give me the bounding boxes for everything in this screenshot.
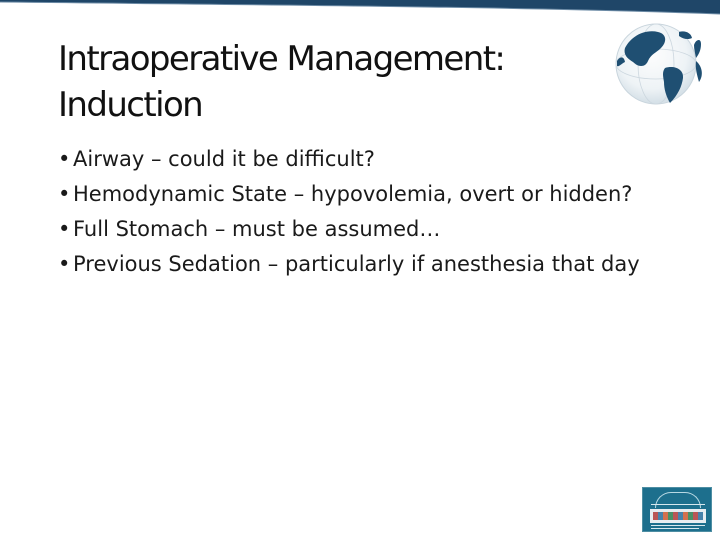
bullet-item-previous-sedation: • Previous Sedation – particularly if anesthesia that day xyxy=(58,251,658,278)
slide-title: Intraoperative Management: Induction xyxy=(58,39,505,125)
logo-arc-graphic xyxy=(655,492,701,508)
society-logo xyxy=(642,487,712,532)
logo-line-bottom-1 xyxy=(651,525,705,526)
logo-line-top xyxy=(651,504,705,505)
logo-line-bottom-2 xyxy=(651,528,699,529)
bullet-item-airway: • Airway – could it be difficult? xyxy=(58,146,658,173)
bullet-item-full-stomach: • Full Stomach – must be assumed… xyxy=(58,216,658,243)
bullet-list xyxy=(58,146,658,286)
logo-figures-graphic xyxy=(653,512,703,520)
globe-icon xyxy=(600,14,712,112)
bullet-item-hemodynamic-state: • Hemodynamic State – hypovolemia, overt or hidden? xyxy=(58,181,658,208)
